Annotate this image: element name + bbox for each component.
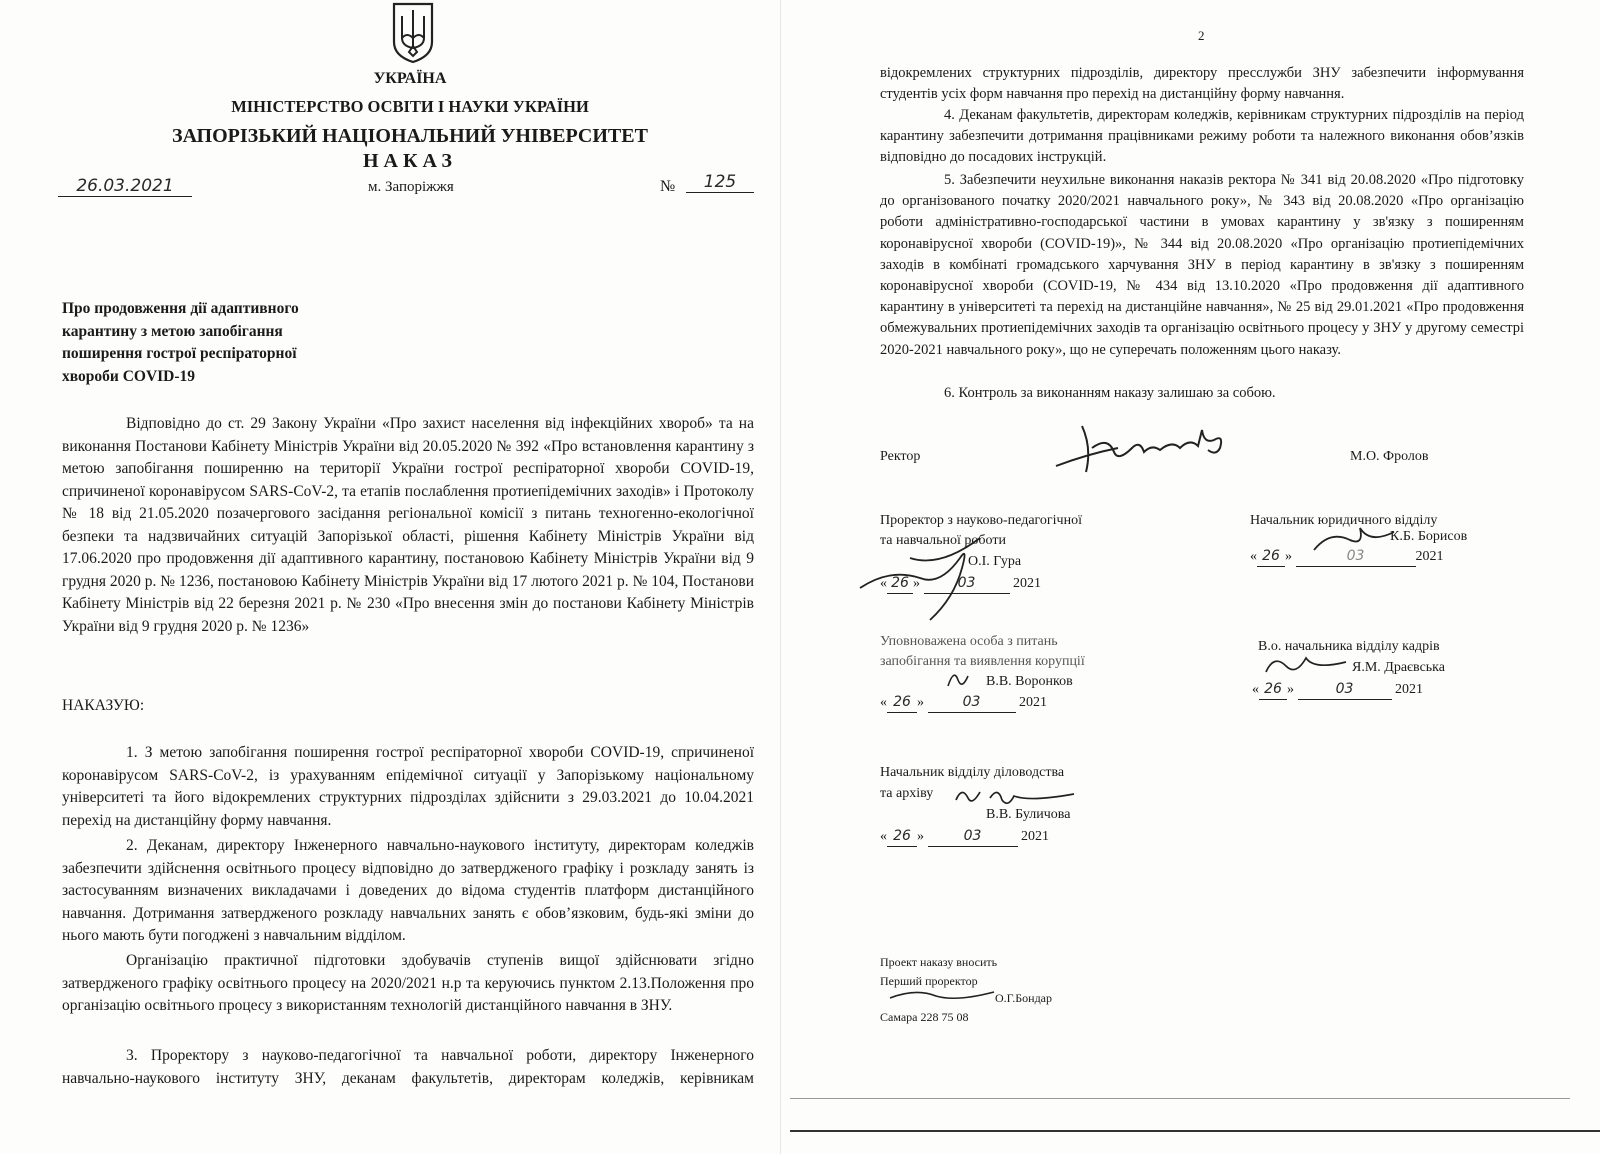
legal-month: 03 (1296, 546, 1416, 567)
records-line-2: та архіву (880, 786, 934, 801)
item-2: 2. Деканам, директору Інженерного навчально-наукового інституту, директорам коледжів забезпечити здійснення освітнього процесу відповідно до затвердженого графіку і розкладу занять із застосуванням визначених викладачами і доведених до відома студентів платформ дистанційного навчання. Дотримання затвердженого розкладу навчальних занять є обов’язковим, будь-які зміни до нього мають бути погоджені з навчальним відділом. (62, 837, 754, 944)
item-4: 4. Деканам факультетів, директорам коледжів, керівникам структурних підрозділів на період карантину забезпечити дотримання працівниками режиму роботи та належного виконання обов’язків відповідно до посадових інструкцій. (880, 107, 1524, 165)
records-day: 26 (887, 826, 917, 847)
corruption-date: « 26 » 03 2021 (880, 692, 1047, 713)
hr-name: Я.М. Драєвська (1352, 660, 1445, 675)
item-6: 6. Контроль за виконанням наказу залишаю за собою. (944, 385, 1276, 401)
item-1: 1. З метою запобігання поширення гострої респіраторної хвороби COVID-19, спричиненої коронавірусом SARS-CoV-2, із урахуванням епідемічної ситуації у Запорізькому національному університеті та його відокремлених структурних підрозділах здійснити з 29.03.2021 до 10.04.2021 перехід на дистанційну форму навчання. (62, 744, 754, 829)
page-2 (790, 0, 1600, 1154)
item-3-part-2: відокремлених структурних підрозділів, директору пресслужби ЗНУ забезпечити інформування студентів усіх форм навчання про перехід на дистанційну форму навчання. (880, 65, 1524, 102)
document-type: НАКАЗ (362, 150, 457, 172)
page-1 (0, 0, 790, 1154)
order-word: НАКАЗУЮ: (62, 697, 145, 714)
vice-rector-year: 2021 (1013, 576, 1041, 591)
records-year: 2021 (1021, 829, 1049, 844)
legal-line-1: Начальник юридичного відділу (1250, 513, 1438, 528)
vice-rector-date: « 26 » 03 2021 (880, 573, 1041, 594)
vice-rector-signature-icon (850, 528, 1020, 628)
legal-year: 2021 (1415, 549, 1444, 564)
order-title: Про продовження дії адаптивного карантину з метою запобігання поширення гострої респіраторної хвороби COVID-19 (62, 300, 299, 385)
page-number: 2 (1198, 28, 1205, 43)
order-number-label: № (660, 178, 676, 195)
country-heading: УКРАЇНА (373, 70, 447, 87)
vice-rector-name: О.І. Гура (968, 554, 1022, 569)
submitter-name: О.Г.Бондар (995, 991, 1052, 1005)
vice-rector-day: 26 (887, 573, 913, 594)
corruption-line-1: Уповноважена особа з питань (880, 634, 1058, 649)
hr-signature-icon (1260, 648, 1350, 682)
legal-signature-icon (1310, 520, 1400, 560)
vice-rector-line-2: та навчальної роботи (880, 533, 1006, 548)
submitter-signature-icon (886, 982, 998, 1006)
submitter-line-1: Проект наказу вносить (880, 955, 998, 969)
hr-date: « 26 » 03 2021 (1252, 679, 1423, 700)
corruption-name: В.В. Воронков (986, 674, 1073, 689)
corruption-line-2: запобігання та виявлення корупції (880, 654, 1085, 669)
hr-month: 03 (1298, 679, 1392, 700)
ministry-heading: МІНІСТЕРСТВО ОСВІТИ І НАУКИ УКРАЇНИ (231, 97, 589, 116)
hr-day: 26 (1259, 679, 1287, 700)
hr-line-1: В.о. начальника відділу кадрів (1258, 639, 1440, 654)
rector-position: Ректор (880, 449, 921, 464)
order-number: 125 (686, 172, 754, 193)
corruption-day: 26 (887, 692, 917, 713)
corruption-signature-icon (940, 664, 990, 694)
hr-year: 2021 (1395, 682, 1423, 697)
order-city: м. Запоріжжя (368, 179, 454, 195)
records-name: В.В. Буличова (986, 807, 1071, 822)
legal-name: К.Б. Борисов (1390, 529, 1468, 544)
item-3-part-1: 3. Проректору з науково-педагогічної та навчальної роботи, директору Інженерного навчально-наукового інституту ЗНУ, деканам факультетів, директорам коледжів, керівникам (62, 1047, 754, 1087)
vice-rector-month: 03 (924, 573, 1010, 594)
order-date: 26.03.2021 (58, 176, 192, 197)
corruption-month: 03 (928, 692, 1016, 713)
bottom-rule (790, 1098, 1570, 1099)
records-signature-icon (950, 782, 1080, 816)
corruption-year: 2021 (1019, 695, 1047, 710)
legal-date: « 26 » 03 2021 (1250, 546, 1444, 567)
rector-name: М.О. Фролов (1350, 449, 1429, 464)
rector-signature-icon (1048, 418, 1248, 478)
coat-of-arms-icon (390, 2, 436, 64)
item-5: 5. Забезпечити неухильне виконання наказів ректора № 341 від 20.08.2020 «Про підготовку до організованого початку 2020/2021 навчального року», № 343 від 20.08.2020 «Про організацію роботи адміністративно-господарської частини в умовах карантину у зв'язку з поширенням коронавірусної хвороби (COVID-19)», № 344 від 20.08.2020 «Про організацію протиепідемічних заходів в комбінаті громадського харчування ЗНУ в період карантину в зв'язку з поширенням коронавірусної хвороби (COVID-19, № 434 від 13.10.2020 «Про продовження дії адаптивного карантину в університеті та перехід на дистанційне навчання», № 25 від 29.01.2021 «Про продовження обмежувальних протиепідемічних заходів та організацію освітнього процесу у ЗНУ у другому семестрі 2020-2021 навчального року», що не суперечать положенням цього наказу. (880, 172, 1524, 358)
legal-day: 26 (1257, 546, 1285, 567)
bottom-edge (790, 1130, 1600, 1132)
vice-rector-line-1: Проректор з науково-педагогічної (880, 513, 1082, 528)
preamble: Відповідно до ст. 29 Закону України «Про захист населення від інфекційних хвороб» та на виконання Постанови Кабінету Міністрів України від 20.05.2020 № 392 «Про встановлення карантину з метою запобігання поширенню на території України гострої респіраторної хвороби COVID-19, спричиненої коронавірусом SARS-CoV-2, та етапів послаблення протиепідемічних заходів» і Протоколу № 18 від 21.05.2020 позачергового засідання регіональної комісії з питань техногенно-екологічної безпеки та надзвичайних ситуацій Запорізької області, рішення Кабінету Міністрів України від 17.06.2020 про продовження дії адаптивного карантину, постановою Кабінету Міністрів України від 9 грудня 2020 р. № 1236, постановою Кабінету Міністрів України від 17 лютого 2021 р. № 104, Постанови Кабінету Міністрів від 22 березня 2021 р. № 230 «Про внесення змін до постанови Кабінету Міністрів України від 9 грудня 2020 р. № 1236» (62, 415, 754, 635)
records-line-1: Начальник відділу діловодства (880, 765, 1065, 780)
records-date: « 26 » 03 2021 (880, 826, 1049, 847)
records-month: 03 (928, 826, 1018, 847)
submitter-contact: Самара 228 75 08 (880, 1010, 969, 1024)
item-2-practical: Організацію практичної підготовки здобувачів ступенів вищої здійснювати згідно затвердженого графіку освітнього процесу на 2020/2021 н.р та керуючись пунктом 2.13.Положення про організацію освітнього процесу з використанням технологій дистанційного навчання в ЗНУ. (62, 952, 754, 1014)
submitter-line-2: Перший проректор (880, 974, 978, 988)
university-heading: ЗАПОРІЗЬКИЙ НАЦІОНАЛЬНИЙ УНІВЕРСИТЕТ (172, 125, 648, 147)
